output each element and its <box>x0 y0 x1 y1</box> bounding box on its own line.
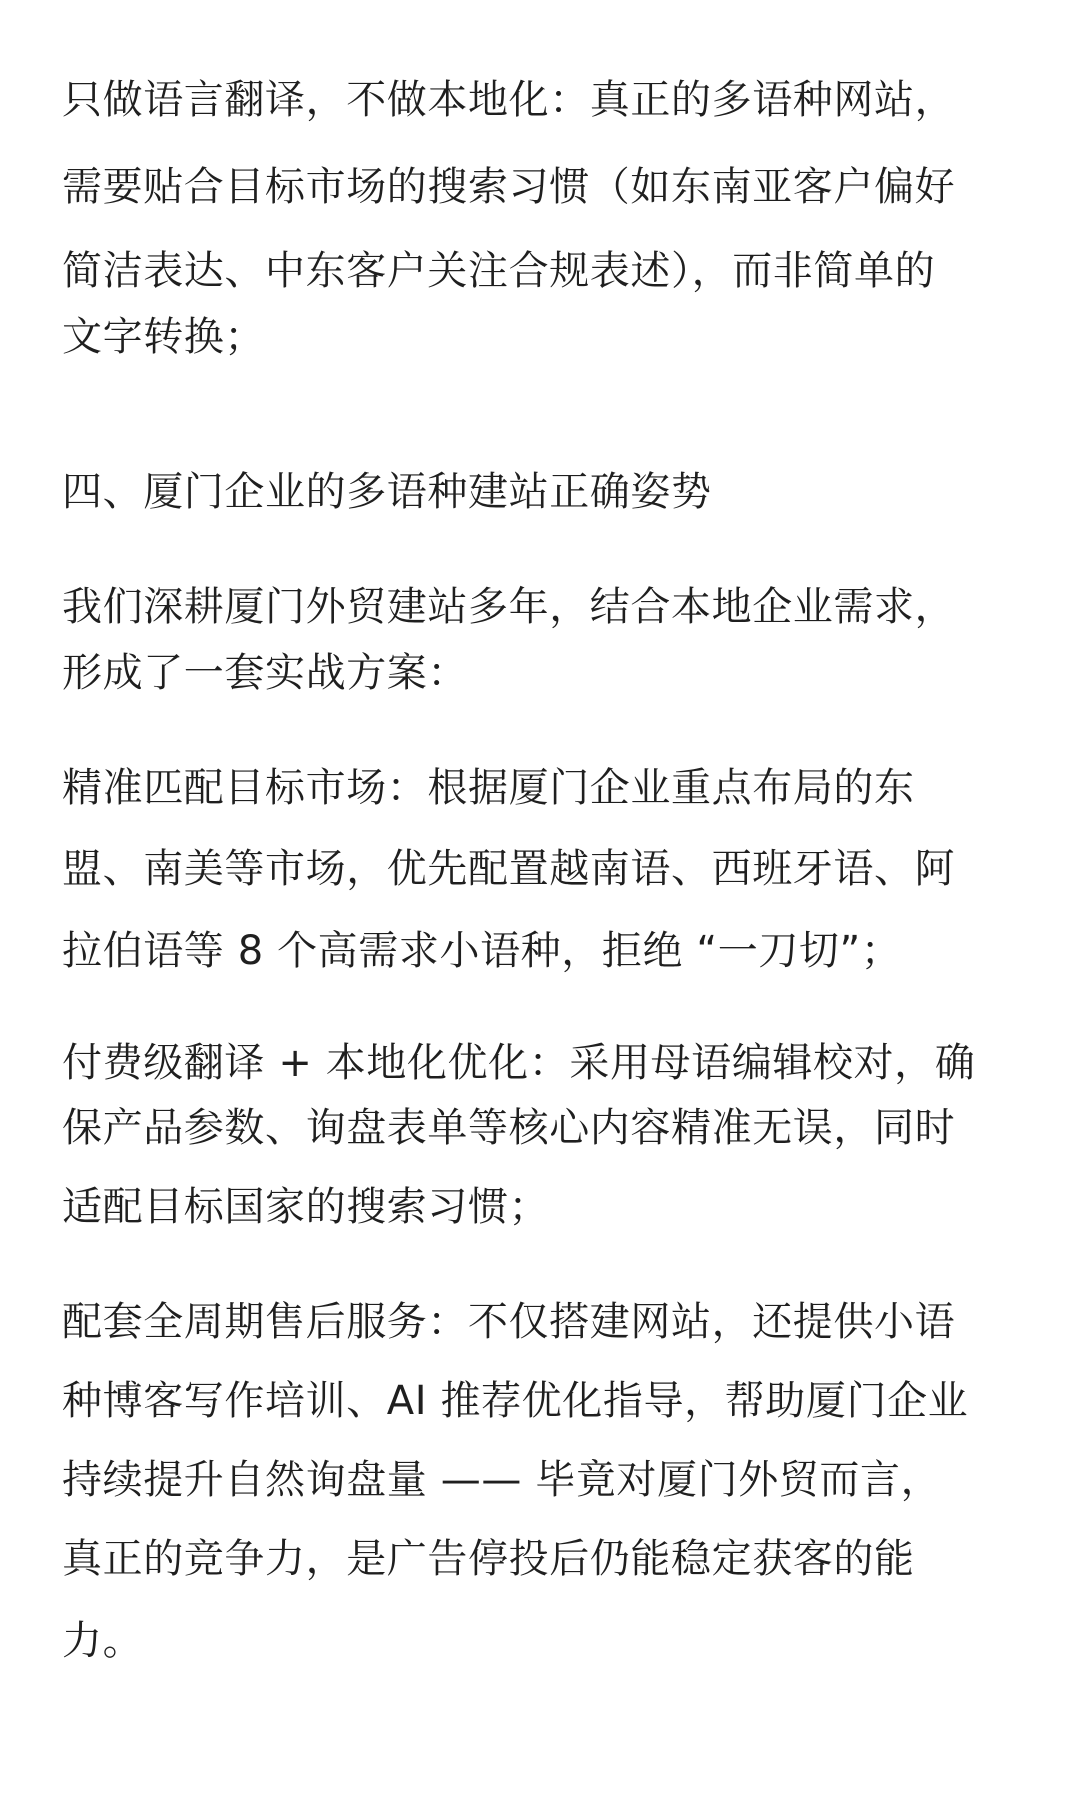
paragraph-line: 保产品参数、询盘表单等核心内容精准无误，同时 <box>62 1105 956 1151</box>
paragraph-line: 需要贴合目标市场的搜索习惯（如东南亚客户偏好 <box>62 164 956 210</box>
paragraph-line: 付费级翻译 + 本地化优化：采用母语编辑校对，确 <box>62 1040 976 1086</box>
paragraph-line: 文字转换； <box>62 314 265 360</box>
paragraph-line: 形成了一套实战方案： <box>62 650 468 696</box>
paragraph-line: 适配目标国家的搜索习惯； <box>62 1184 550 1230</box>
paragraph-line: 只做语言翻译，不做本地化：真正的多语种网站， <box>62 77 956 123</box>
paragraph-line: 真正的竞争力，是广告停投后仍能稳定获客的能 <box>62 1536 915 1582</box>
paragraph-line: 力。 <box>62 1618 144 1664</box>
section-heading: 四、厦门企业的多语种建站正确姿势 <box>62 469 712 515</box>
paragraph-line: 配套全周期售后服务：不仅搭建网站，还提供小语 <box>62 1299 956 1345</box>
paragraph-line: 盟、南美等市场，优先配置越南语、西班牙语、阿 <box>62 846 956 892</box>
paragraph-line: 我们深耕厦门外贸建站多年，结合本地企业需求， <box>62 584 956 630</box>
paragraph-line: 持续提升自然询盘量 —— 毕竟对厦门外贸而言， <box>62 1457 942 1503</box>
paragraph-line: 精准匹配目标市场：根据厦门企业重点布局的东 <box>62 765 915 811</box>
paragraph-line: 种博客写作培训、AI 推荐优化指导，帮助厦门企业 <box>62 1378 969 1424</box>
paragraph-line: 简洁表达、中东客户关注合规表述），而非简单的 <box>62 248 936 294</box>
paragraph-line: 拉伯语等 8 个高需求小语种，拒绝 “一刀切”； <box>62 928 902 974</box>
